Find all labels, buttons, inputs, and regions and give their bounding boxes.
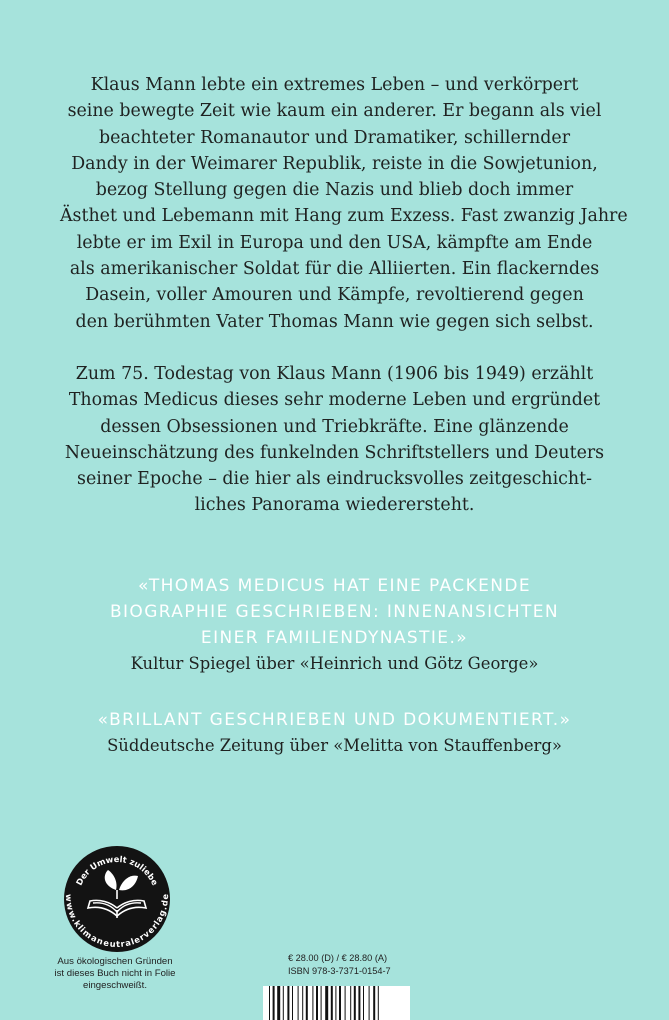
barcode-bar — [354, 986, 356, 1020]
quote-line: «BRILLANT GESCHRIEBEN UND DOKUMENTIERT.» — [97, 710, 572, 730]
barcode — [263, 986, 410, 1020]
blurb-line: lebte er im Exil in Europa und den USA, kämpfte am Ende — [76, 232, 593, 253]
eco-note-line: Aus ökologischen Gründen — [57, 956, 173, 967]
barcode-bar — [277, 986, 280, 1020]
quote-line: «THOMAS MEDICUS HAT EINE PACKENDE — [137, 576, 532, 596]
blurb-paragraph-2 — [60, 361, 609, 519]
blurb-line: seiner Epoche – die hier als eindrucksvolles zeitgeschicht- — [77, 469, 592, 490]
seal-bottom-text: www.klimaneutralerverlag.de — [64, 893, 170, 950]
barcode-bar — [378, 986, 379, 1020]
quote-line: BIOGRAPHIE GESCHRIEBEN: INNENANSICHTEN — [109, 602, 560, 622]
eco-seal-graphic — [64, 846, 170, 952]
press-quote-2 — [40, 707, 629, 759]
barcode-bar — [358, 986, 360, 1020]
blurb-line: Dasein, voller Amouren und Kämpfe, revoltierend gegen — [85, 285, 584, 306]
blurb-line: Neueinschätzung des funkelnden Schriftstellers und Deuters — [64, 442, 605, 463]
barcode-bar — [331, 986, 333, 1020]
price-line: € 28.00 (D) / € 28.80 (A) — [288, 953, 388, 963]
price-block — [288, 952, 391, 977]
blurb-line: dessen Obsessionen und Triebkräfte. Eine glänzende — [100, 416, 569, 437]
barcode-bar — [325, 986, 328, 1020]
eco-note — [24, 956, 206, 993]
blurb-line: den berühmten Vater Thomas Mann wie gegen sich selbst. — [75, 311, 594, 332]
blurb-line: bezog Stellung gegen die Nazis und blieb doch immer — [95, 180, 574, 201]
blurb-line: seine bewegte Zeit wie kaum ein anderer. Er begann als viel — [67, 101, 602, 122]
eco-seal — [64, 846, 170, 952]
press-quote-1 — [40, 573, 629, 677]
barcode-bar — [269, 986, 270, 1020]
seal-top-text: Der Umwelt zuliebe — [73, 853, 161, 887]
barcode-bar — [287, 986, 289, 1020]
eco-note-line: ist dieses Buch nicht in Folie — [54, 968, 176, 980]
barcode-bar — [373, 986, 375, 1020]
barcode-bar — [339, 986, 341, 1020]
barcode-bar — [273, 986, 275, 1020]
blurb-line: beachteter Romanautor und Dramatiker, schillernder — [98, 127, 571, 148]
blurb-line: liches Panorama wiederersteht. — [194, 495, 475, 516]
blurb-line: als amerikanischer Soldat für die Alliierten. Ein flackerndes — [69, 259, 600, 280]
barcode-bar — [363, 986, 364, 1020]
blurb-line: Klaus Mann lebte ein extremes Leben – und verkörpert — [90, 75, 579, 95]
barcode-bar — [350, 986, 351, 1020]
eco-note-line: eingeschweißt. — [83, 980, 147, 992]
book-with-leaves-icon — [88, 870, 146, 918]
quote-line: EINER FAMILIENDYNASTIE.» — [200, 628, 469, 648]
barcode-bar — [292, 986, 293, 1020]
barcode-bar — [312, 986, 313, 1020]
isbn-line: ISBN 978-3-7371-0154-7 — [288, 965, 391, 976]
blurb-line: Zum 75. Todestag von Klaus Mann (1906 bis 1949) erzählt — [75, 364, 594, 384]
blurb-line: Ästhet und Lebemann mit Hang zum Exzess. Fast zwanzig Jahre — [60, 206, 628, 227]
barcode-bar — [302, 986, 303, 1020]
barcode-bar — [316, 986, 318, 1020]
barcode-bar — [369, 986, 370, 1020]
barcode-bar — [345, 986, 346, 1020]
barcode-bar — [283, 986, 284, 1020]
quote-source: Süddeutsche Zeitung über «Melitta von Stauffenberg» — [107, 736, 562, 755]
barcode-bar — [321, 986, 322, 1020]
barcode-bar — [298, 986, 299, 1020]
barcode-bars — [267, 986, 406, 1020]
blurb-paragraph-1 — [60, 72, 628, 335]
barcode-bar — [335, 986, 336, 1020]
barcode-bar — [306, 986, 308, 1020]
blurb-line: Dandy in der Weimarer Republik, reiste in die Sowjetunion, — [71, 153, 598, 174]
quote-source: Kultur Spiegel über «Heinrich und Götz George» — [130, 654, 539, 673]
blurb-line: Thomas Medicus dieses sehr moderne Leben und ergründet — [68, 390, 601, 411]
